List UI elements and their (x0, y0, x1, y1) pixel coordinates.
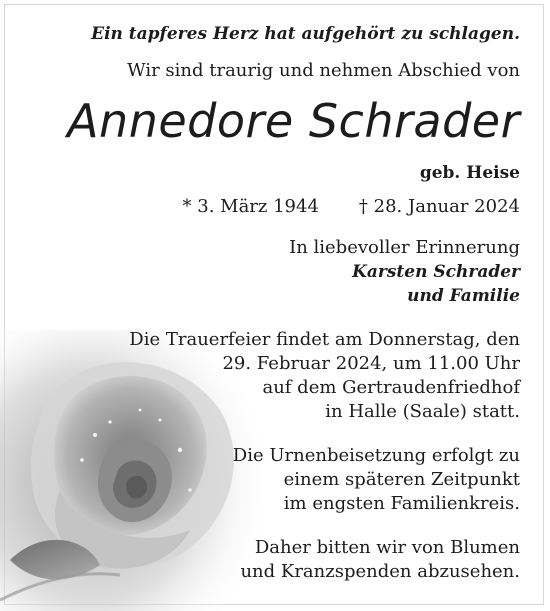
urn-block (233, 444, 520, 516)
request-line-1: Daher bitten wir von Blumen (254, 537, 520, 558)
remembrance-block (289, 236, 520, 308)
funeral-line-4: in Halle (Saale) statt. (325, 401, 520, 422)
urn-line-2: einem späteren Zeitpunkt (283, 469, 520, 490)
deceased-name: Annedore Schrader (67, 94, 520, 148)
life-dates (183, 196, 520, 217)
intro-text: Wir sind traurig und nehmen Abschied von (127, 60, 520, 81)
urn-line-1: Die Urnenbeisetzung erfolgt zu (232, 445, 520, 466)
funeral-line-2: 29. Februar 2024, um 11.00 Uhr (222, 353, 520, 374)
funeral-line-1: Die Trauerfeier findet am Donnerstag, den (129, 329, 520, 350)
mourner-name: Karsten Schrader (352, 262, 520, 282)
mourner-family: und Familie (407, 286, 520, 306)
funeral-line-3: auf dem Gertraudenfriedhof (262, 377, 520, 398)
funeral-block (129, 328, 520, 424)
request-block (240, 536, 520, 584)
death-date: † 28. Januar 2024 (358, 196, 520, 217)
request-line-2: und Kranzspenden abzusehen. (240, 561, 520, 582)
birth-date: * 3. März 1944 (182, 196, 319, 217)
remembrance-intro: In liebevoller Erinnerung (289, 237, 520, 258)
maiden-name: geb. Heise (419, 163, 520, 183)
urn-line-3: im engsten Familienkreis. (283, 493, 520, 514)
motto-text: Ein tapferes Herz hat aufgehört zu schlagen. (91, 24, 520, 44)
